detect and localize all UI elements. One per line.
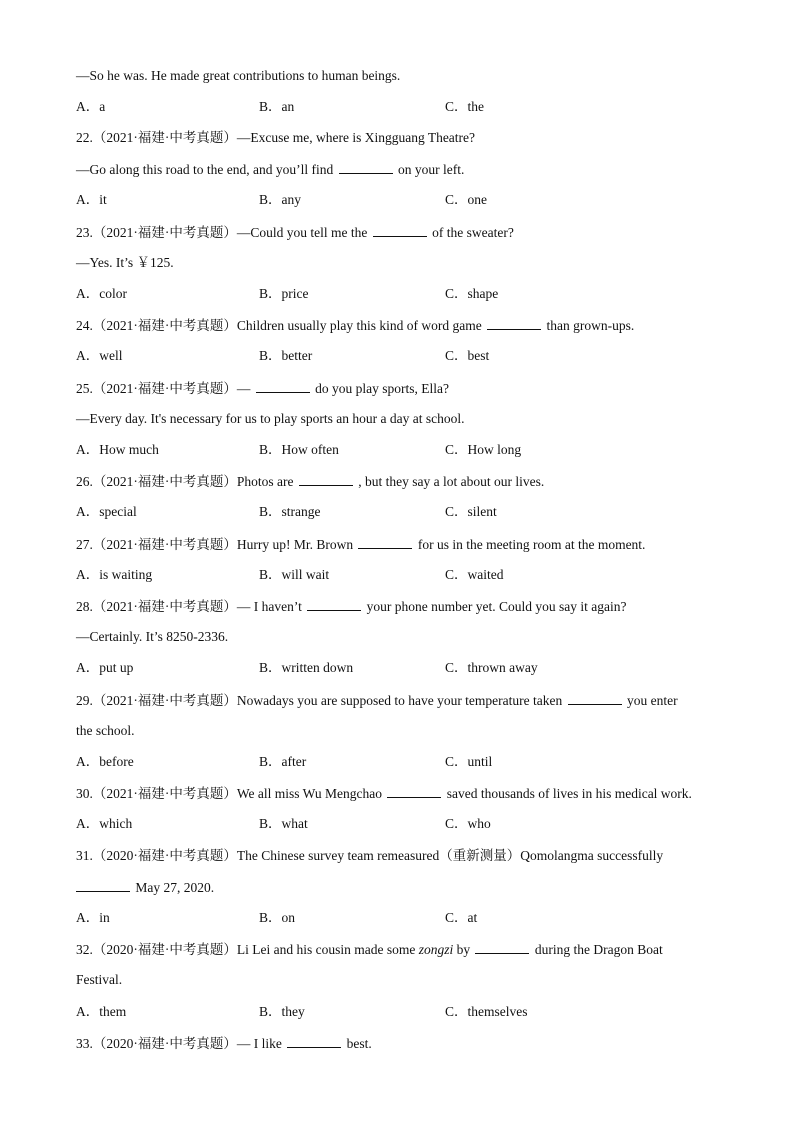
answer-blank xyxy=(287,1035,341,1048)
question-29-stem: 29.（2021·福建·中考真题）Nowadays you are supposed to have your temperature taken you enter xyxy=(76,693,678,708)
option-27-b: B．will wait xyxy=(259,567,330,582)
question-31-stem: 31.（2020·福建·中考真题）The Chinese survey team remeasured（重新测量）Qomolangma successfully xyxy=(76,848,664,863)
option-31-c: C．at xyxy=(445,910,478,925)
answer-blank xyxy=(387,785,441,798)
question-31-line-2: May 27, 2020. xyxy=(76,879,214,896)
option-28-a: A．put up xyxy=(76,660,134,675)
question-26-stem: 26.（2021·福建·中考真题）Photos are , but they say a lot about our lives. xyxy=(76,474,545,489)
question-21-line-2: —So he was. He made great contributions to human beings. xyxy=(76,68,401,83)
answer-blank xyxy=(568,692,622,705)
answer-blank xyxy=(299,473,353,486)
option-27-c: C．waited xyxy=(445,567,504,582)
question-22-line-2: —Go along this road to the end, and you’ll find on your left. xyxy=(76,162,465,177)
option-25-c: C．How long xyxy=(445,442,522,457)
option-26-b: B．strange xyxy=(259,504,321,519)
option-31-a: A．in xyxy=(76,910,110,925)
answer-blank xyxy=(307,598,361,611)
answer-blank xyxy=(76,879,130,892)
option-30-c: C．who xyxy=(445,816,491,831)
question-23-stem: 23.（2021·福建·中考真题）—Could you tell me the of the sweater? xyxy=(76,225,514,240)
option-22-c: C．one xyxy=(445,192,487,207)
question-28-stem: 28.（2021·福建·中考真题）— I haven’t your phone number yet. Could you say it again? xyxy=(76,599,627,614)
question-27-stem: 27.（2021·福建·中考真题）Hurry up! Mr. Brown for us in the meeting room at the moment. xyxy=(76,537,646,552)
option-30-a: A．which xyxy=(76,816,133,831)
option-31-b: B．on xyxy=(259,910,296,925)
question-24-stem: 24.（2021·福建·中考真题）Children usually play this kind of word game than grown-ups. xyxy=(76,318,635,333)
option-26-a: A．special xyxy=(76,504,137,519)
option-21-c: C．the xyxy=(445,99,484,114)
question-28-line-2: —Certainly. It’s 8250-2336. xyxy=(76,629,229,644)
option-24-c: C．best xyxy=(445,348,490,363)
option-22-a: A．it xyxy=(76,192,107,207)
question-23-line-2: —Yes. It’s ￥125. xyxy=(76,255,174,270)
option-25-a: A．How much xyxy=(76,442,159,457)
answer-blank xyxy=(339,161,393,174)
option-25-b: B．How often xyxy=(259,442,339,457)
option-28-b: B．written down xyxy=(259,660,354,675)
answer-blank xyxy=(256,380,310,393)
option-32-c: C．themselves xyxy=(445,1004,528,1019)
option-23-a: A．color xyxy=(76,286,127,301)
question-30-stem: 30.（2021·福建·中考真题）We all miss Wu Mengchao saved thousands of lives in his medical work. xyxy=(76,786,692,801)
option-30-b: B．what xyxy=(259,816,308,831)
question-25-line-2: —Every day. It's necessary for us to play sports an hour a day at school. xyxy=(76,411,465,426)
question-25-stem: 25.（2021·福建·中考真题）— do you play sports, Ella? xyxy=(76,381,449,396)
option-28-c: C．thrown away xyxy=(445,660,538,675)
question-32-line-2: Festival. xyxy=(76,972,123,987)
option-29-c: C．until xyxy=(445,754,493,769)
question-32-stem: 32.（2020·福建·中考真题）Li Lei and his cousin made some zongzi by during the Dragon Boat xyxy=(76,942,663,957)
option-24-b: B．better xyxy=(259,348,313,363)
option-22-b: B．any xyxy=(259,192,301,207)
option-27-a: A．is waiting xyxy=(76,567,153,582)
answer-blank xyxy=(373,224,427,237)
option-21-b: B．an xyxy=(259,99,295,114)
answer-blank xyxy=(358,536,412,549)
option-32-b: B．they xyxy=(259,1004,305,1019)
option-26-c: C．silent xyxy=(445,504,497,519)
option-29-a: A．before xyxy=(76,754,134,769)
question-29-line-2: the school. xyxy=(76,723,135,738)
question-33-stem: 33.（2020·福建·中考真题）— I like best. xyxy=(76,1036,372,1051)
option-23-b: B．price xyxy=(259,286,309,301)
option-32-a: A．them xyxy=(76,1004,127,1019)
option-21-a: A．a xyxy=(76,99,106,114)
option-24-a: A．well xyxy=(76,348,123,363)
answer-blank xyxy=(475,941,529,954)
answer-blank xyxy=(487,317,541,330)
question-22-stem: 22.（2021·福建·中考真题）—Excuse me, where is Xingguang Theatre? xyxy=(76,130,476,145)
option-23-c: C．shape xyxy=(445,286,499,301)
option-29-b: B．after xyxy=(259,754,307,769)
